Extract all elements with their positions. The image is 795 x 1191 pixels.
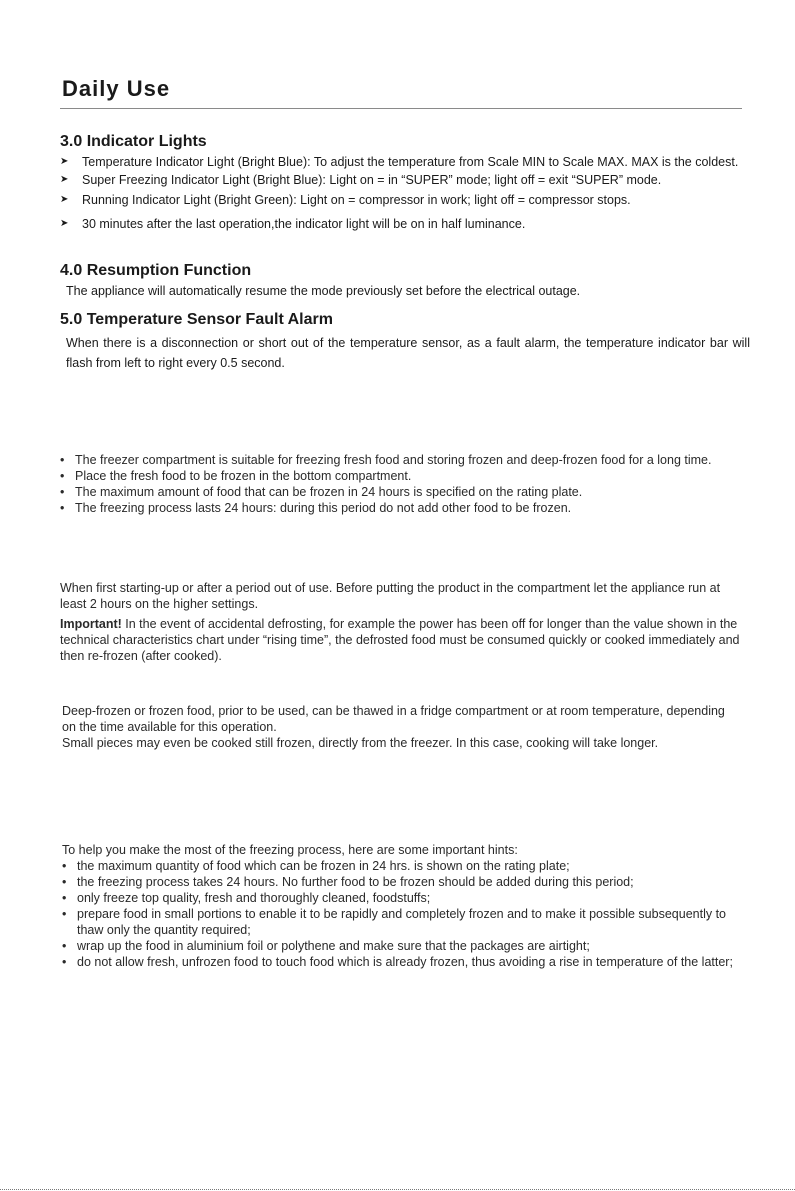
list-item: • prepare food in small portions to enable it to be rapidly and completely frozen and to make it possible subsequently to thaw only the quantity required;: [62, 907, 726, 937]
indicator-light-list: [60, 153, 750, 233]
important-text: In the event of accidental defrosting, for example the power has been off for longer than the value shown in the technical characteristics chart under “rising time”, the defrosted food must be consumed quickly or cooked immediately and then re-frozen (after cooked).: [60, 617, 740, 663]
sensor-fault-text: When there is a disconnection or short out of the temperature sensor, as a fault alarm, the temperature indicator bar will flash from left to right every 0.5 second.: [66, 336, 750, 370]
freezing-list: [60, 452, 745, 516]
list-item: ➤ Temperature Indicator Light (Bright Blue): To adjust the temperature from Scale MIN to Scale MAX. MAX is the coldest.: [60, 155, 739, 169]
list-item: • the freezing process takes 24 hours. No further food to be frozen should be added during this period;: [62, 875, 634, 889]
bullet-icon: •: [62, 939, 67, 953]
arrow-bullet-icon: ➤: [60, 218, 69, 229]
section-heading: 5.0 Temperature Sensor Fault Alarm: [60, 311, 333, 328]
list-item: • the maximum quantity of food which can be frozen in 24 hrs. is shown on the rating plate;: [62, 859, 570, 873]
page-title: Daily Use: [62, 76, 171, 101]
bullet-icon: •: [60, 501, 65, 515]
footer-divider: [0, 1189, 795, 1190]
bullet-icon: •: [62, 875, 67, 889]
startup-text: When first starting-up or after a period out of use. Before putting the product in the compartment let the appliance run at least 2 hours on the higher settings.: [60, 581, 721, 611]
hints-list: [62, 858, 742, 970]
hints-intro: To help you make the most of the freezing process, here are some important hints:: [62, 843, 518, 857]
resumption-text: The appliance will automatically resume the mode previously set before the electrical outage.: [66, 284, 581, 298]
list-item: • wrap up the food in aluminium foil or polythene and make sure that the packages are airtight;: [62, 939, 590, 953]
arrow-bullet-icon: ➤: [60, 174, 69, 185]
section-resumption: [60, 262, 750, 300]
arrow-bullet-icon: ➤: [60, 194, 69, 205]
bullet-icon: •: [62, 955, 67, 969]
thawing-block: [62, 703, 742, 751]
bullet-icon: •: [62, 907, 67, 921]
title-divider: [60, 108, 742, 109]
bullet-icon: •: [60, 485, 65, 499]
section-heading: 3.0 Indicator Lights: [60, 133, 207, 150]
bullet-icon: •: [62, 891, 67, 905]
list-item: • Place the fresh food to be frozen in the bottom compartment.: [60, 469, 412, 483]
bullet-icon: •: [60, 453, 65, 467]
hints-block: [62, 842, 742, 970]
list-item: • do not allow fresh, unfrozen food to touch food which is already frozen, thus avoiding a rise in temperature of the latter;: [62, 955, 733, 969]
important-note: [60, 616, 745, 664]
section-sensor-fault: [60, 311, 750, 373]
list-item: • only freeze top quality, fresh and thoroughly cleaned, foodstuffs;: [62, 891, 431, 905]
arrow-bullet-icon: ➤: [60, 156, 69, 167]
list-item: • The maximum amount of food that can be frozen in 24 hours is specified on the rating plate.: [60, 485, 583, 499]
list-item: • The freezer compartment is suitable for freezing fresh food and storing frozen and deep-frozen food for a long time.: [60, 453, 712, 467]
important-label: Important!: [60, 617, 122, 631]
bullet-icon: •: [62, 859, 67, 873]
list-item: • The freezing process lasts 24 hours: during this period do not add other food to be frozen.: [60, 501, 572, 515]
list-item: ➤ Running Indicator Light (Bright Green): Light on = compressor in work; light off = compressor stops.: [60, 193, 631, 207]
startup-block: [60, 580, 745, 664]
list-item: ➤ 30 minutes after the last operation,the indicator light will be on in half luminance.: [60, 217, 526, 231]
thawing-text: Deep-frozen or frozen food, prior to be used, can be thawed in a fridge compartment or at room temperature, depending on the time available for this operation.: [62, 704, 725, 734]
section-indicator-lights: [60, 133, 750, 233]
section-heading: 4.0 Resumption Function: [60, 262, 252, 279]
bullet-icon: •: [60, 469, 65, 483]
thawing-text-2: Small pieces may even be cooked still frozen, directly from the freezer. In this case, cooking will take longer.: [62, 736, 659, 750]
list-item: ➤ Super Freezing Indicator Light (Bright Blue): Light on = in “SUPER” mode; light off = exit “SUPER” mode.: [60, 173, 662, 187]
